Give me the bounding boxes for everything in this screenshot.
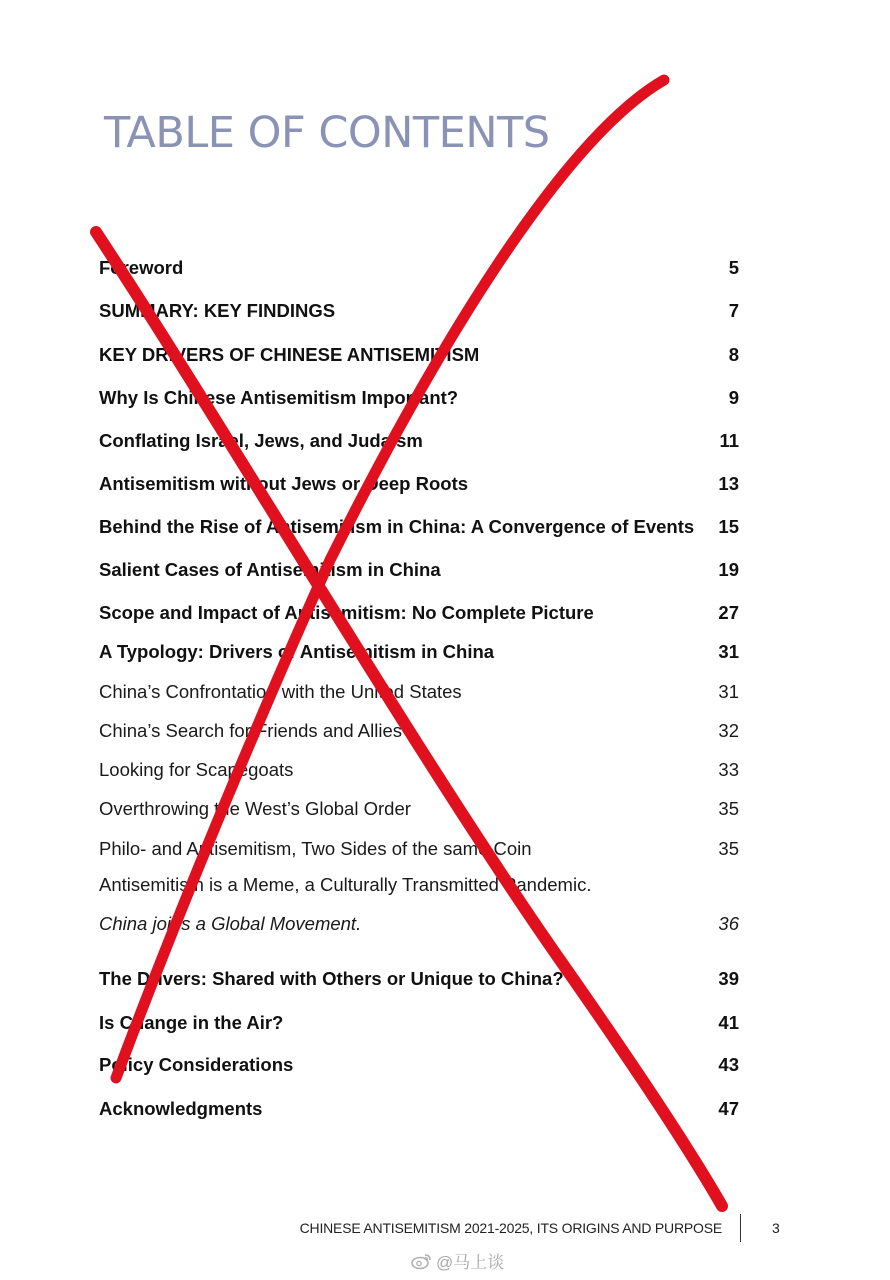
toc-entry[interactable] <box>99 1097 739 1121</box>
toc-entry[interactable] <box>99 515 739 539</box>
toc-entry-label: Acknowledgments <box>99 1098 263 1119</box>
toc-entry-page: 39 <box>718 968 739 989</box>
toc-entry-label: SUMMARY: KEY FINDINGS <box>99 300 336 321</box>
toc-entry-page: 11 <box>719 430 739 451</box>
toc-entry-label: Foreword <box>99 257 184 278</box>
watermark <box>410 1248 504 1273</box>
toc-entry-page: 31 <box>718 681 739 702</box>
toc-entry-page: 27 <box>718 602 739 623</box>
toc-entry-label: Looking for Scapegoats <box>99 759 294 780</box>
toc-entry-page: 35 <box>718 838 739 859</box>
toc-entry[interactable] <box>99 558 739 582</box>
toc-entry-label: KEY DRIVERS OF CHINESE ANTISEMITISM <box>99 344 480 365</box>
footer-page-number: 3 <box>772 1220 780 1236</box>
toc-entry-page: 8 <box>728 344 739 365</box>
toc-entry-label: China’s Confrontation with the United States <box>99 681 462 702</box>
watermark-text: @马上谈 <box>436 1253 505 1272</box>
page-title: TABLE OF CONTENTS <box>104 108 550 158</box>
toc-entry-label: Policy Considerations <box>99 1054 294 1075</box>
toc-entry-label: China’s Search for Friends and Allies <box>99 720 403 741</box>
toc-entry-page: 36 <box>718 913 739 934</box>
toc-entry-label: Why Is Chinese Antisemitism Important? <box>99 387 459 408</box>
toc-entry-label: China joins a Global Movement. <box>99 913 362 934</box>
toc-entry[interactable] <box>99 797 739 821</box>
weibo-logo-icon <box>410 1252 432 1270</box>
toc-entry[interactable] <box>99 837 739 861</box>
toc-entry[interactable] <box>99 1053 739 1077</box>
toc-entry[interactable] <box>99 873 739 897</box>
toc-entry[interactable] <box>99 640 739 664</box>
toc-entry-page: 5 <box>728 257 739 278</box>
toc-entry-label: Is Change in the Air? <box>99 1012 284 1033</box>
toc-entry[interactable] <box>99 386 739 410</box>
toc-entry-label: A Typology: Drivers of Antisemitism in China <box>99 641 495 662</box>
toc-entry-page: 35 <box>718 798 739 819</box>
toc-entry[interactable] <box>99 912 739 936</box>
toc-entry-page: 19 <box>718 559 739 580</box>
toc-entry-label: Philo- and Antisemitism, Two Sides of the same Coin <box>99 838 532 859</box>
toc-entry-page: 32 <box>718 720 739 741</box>
toc-entry[interactable] <box>99 299 739 323</box>
footer-divider <box>740 1214 741 1242</box>
toc-entry[interactable] <box>99 429 739 453</box>
toc-entry-page: 33 <box>718 759 739 780</box>
toc-entry[interactable] <box>99 343 739 367</box>
toc-entry-label: Salient Cases of Antisemitism in China <box>99 559 441 580</box>
toc-entry-page: 13 <box>718 473 739 494</box>
toc-entry-label: Antisemitism without Jews or Deep Roots <box>99 473 469 494</box>
toc-entry-label: Antisemitism is a Meme, a Culturally Transmitted Pandemic. <box>99 874 592 895</box>
toc-entry-label: Overthrowing the West’s Global Order <box>99 798 411 819</box>
toc-entry[interactable] <box>99 719 739 743</box>
toc-entry-label: Behind the Rise of Antisemitism in China: A Convergence of Events <box>99 516 695 537</box>
toc-entry[interactable] <box>99 1011 739 1035</box>
toc-entry[interactable] <box>99 758 739 782</box>
toc-entry-label: The Drivers: Shared with Others or Unique to China? <box>99 968 564 989</box>
toc-entry[interactable] <box>99 967 739 991</box>
toc-entry-label: Conflating Israel, Jews, and Judaism <box>99 430 423 451</box>
page-footer <box>0 1218 890 1242</box>
toc-entry-label: Scope and Impact of Antisemitism: No Complete Picture <box>99 602 594 623</box>
toc-entry-page: 47 <box>718 1098 739 1119</box>
toc-entry-page: 41 <box>718 1012 739 1033</box>
toc-entry-page: 9 <box>728 387 739 408</box>
toc-entry[interactable] <box>99 256 739 280</box>
toc-entry-page: 7 <box>728 300 739 321</box>
toc-entry-page: 31 <box>718 641 739 662</box>
toc-entry[interactable] <box>99 601 739 625</box>
toc-entry[interactable] <box>99 680 739 704</box>
toc-entry-page: 43 <box>718 1054 739 1075</box>
toc-entry-page: 15 <box>718 516 739 537</box>
footer-title: CHINESE ANTISEMITISM 2021-2025, ITS ORIGINS AND PURPOSE <box>299 1220 722 1236</box>
toc-entry[interactable] <box>99 472 739 496</box>
